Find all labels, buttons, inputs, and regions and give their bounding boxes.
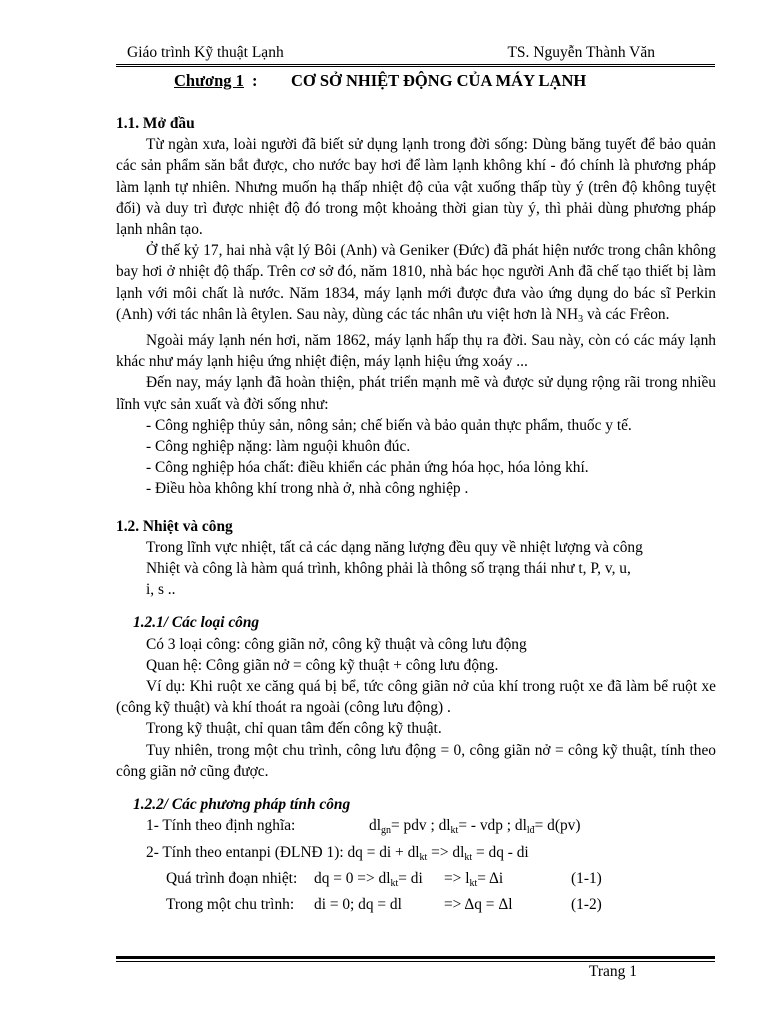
spacer	[116, 600, 716, 612]
list-item: - Công nghiệp hóa chất: điều khiển các phản ứng hóa học, hóa lỏng khí.	[146, 459, 589, 477]
paragraph: Ví dụ: Khi ruột xe căng quá bị bể, tức công giãn nở của khí trong ruột xe đã làm bể ruột xe (công kỹ thuật) và khí thoát ra ngoài (công lưu động) .	[116, 678, 716, 717]
text-line: Nhiệt và công là hàm quá trình, không phải là thông số trạng thái như t, P, v, u,	[146, 560, 631, 578]
header-rule	[116, 64, 715, 67]
paragraph: Đến nay, máy lạnh đã hoàn thiện, phát triển mạnh mẽ và được sử dụng rộng rãi trong nhiều lĩnh vực sản xuất và đời sống như:	[116, 374, 716, 413]
subscript: kt	[390, 877, 399, 889]
method-line	[116, 842, 716, 868]
paragraph: Ngoài máy lạnh nén hơi, năm 1862, máy lạnh hấp thụ ra đời. Sau này, còn có các máy lạnh khác như máy lạnh hiệu ứng nhiệt điện, máy lạnh hiệu ứng xoáy ...	[116, 332, 716, 371]
subscript: gn	[380, 825, 391, 837]
subsection-heading: 1.2.2/ Các phương pháp tính công	[133, 796, 351, 814]
text-line: i, s ..	[146, 581, 176, 599]
subscript: kt	[419, 851, 428, 863]
eq-part: 2- Tính theo entanpi (ĐLNĐ 1): dq = di + dl	[146, 843, 420, 861]
equation	[314, 868, 444, 894]
chapter-number: Chương 1	[174, 71, 244, 90]
equation-label: Trong một chu trình:	[166, 895, 295, 913]
header-author: TS. Nguyễn Thành Văn	[507, 44, 655, 61]
eq-part: dl	[369, 817, 381, 835]
equation-line	[116, 868, 716, 894]
subscript: 3	[578, 313, 584, 325]
spacer	[116, 782, 716, 794]
eq-part: = d(pv)	[534, 817, 581, 835]
section-heading: 1.1. Mở đầu	[116, 115, 195, 132]
text-line: Trong kỹ thuật, chỉ quan tâm đến công kỹ thuật.	[146, 720, 442, 738]
footer-rule-thin	[116, 961, 715, 962]
text-line: Trong lĩnh vực nhiệt, tất cả các dạng năng lượng đều quy về nhiệt lượng và công	[146, 538, 643, 556]
spacer	[116, 500, 716, 516]
subsection-heading: 1.2.1/ Các loại công	[133, 614, 260, 632]
subscript: kt	[450, 825, 459, 837]
text-line: Có 3 loại công: công giãn nở, công kỹ thuật và công lưu động	[146, 635, 527, 653]
equation-result	[444, 868, 571, 894]
equation: di = 0; dq = dl	[314, 895, 402, 913]
chapter-colon: :	[252, 71, 258, 90]
eq-part: => dl	[427, 843, 465, 861]
text: và các Frêon.	[583, 305, 670, 323]
footer-rule	[116, 956, 715, 959]
eq-part: => l	[444, 869, 470, 887]
list-item: - Công nghiệp nặng: làm nguội khuôn đúc.	[146, 438, 411, 456]
method-label: 1- Tính theo định nghĩa:	[146, 817, 296, 835]
equation-result: => Δq = Δl	[444, 895, 513, 913]
text-line: Quan hệ: Công giãn nở = công kỹ thuật + công lưu động.	[146, 656, 499, 674]
body-text	[116, 113, 716, 915]
section-heading: 1.2. Nhiệt và công	[116, 517, 233, 535]
text: Ở thế kỷ 17, hai nhà vật lý Bôi (Anh) và Geniker (Đức) đã phát hiện nước trong chân không bay hơi ở nhiệt độ thấp. Trên cơ sở đó, năm 1810, nhà bác học người Anh đã chế tạo thiết bị làm lạnh với môi chất là nước. Năm 1834, máy lạnh mới được đưa vào ứng dụng do bác sĩ Perkin (Anh) với tác nhân là êtylen. Sau này, dùng các tác nhân ưu việt hơn là NH	[116, 242, 716, 323]
subscript: kt	[469, 877, 478, 889]
header-book-title: Giáo trình Kỹ thuật Lạnh	[127, 44, 284, 61]
list-item: - Công nghiệp thủy sản, nông sản; chế biến và bảo quản thực phẩm, thuốc y tế.	[146, 416, 632, 434]
equation	[369, 815, 581, 841]
equation-line	[116, 894, 716, 915]
subscript: lđ	[526, 825, 535, 837]
equation-number: (1-2)	[571, 895, 602, 913]
paragraph: Tuy nhiên, trong một chu trình, công lưu động = 0, công giãn nở = công kỹ thuật, tính theo công giãn nở cũng được.	[116, 741, 716, 780]
equation-label: Quá trình đoạn nhiệt:	[166, 869, 298, 887]
subscript: kt	[464, 851, 473, 863]
paragraph	[116, 240, 716, 330]
eq-part: = Δi	[477, 869, 504, 887]
chapter-heading: CƠ SỞ NHIỆT ĐỘNG CỦA MÁY LẠNH	[291, 71, 587, 90]
equation-number: (1-1)	[571, 869, 602, 887]
list-item: - Điều hòa không khí trong nhà ở, nhà công nghiệp .	[146, 480, 469, 498]
method-line	[116, 815, 716, 841]
eq-part: dq = 0 => dl	[314, 869, 391, 887]
page-number: Trang 1	[588, 963, 637, 980]
eq-part: = dq - di	[472, 843, 529, 861]
eq-part: = - vdp ; dl	[458, 817, 527, 835]
paragraph: Từ ngàn xưa, loài người đã biết sử dụng lạnh trong đời sống: Dùng băng tuyết để bảo quản các sản phẩm săn bắt được, cho nước bay hơi để làm lạnh không khí - đó chính là phương pháp làm lạnh tự nhiên. Nhưng muốn hạ thấp nhiệt độ của vật xuống thấp tùy ý (trên độ không tuyệt đối) và duy trì được nhiệt độ đó trong một khoảng thời gian tùy ý, thì phải dùng phương pháp lạnh nhân tạo.	[116, 136, 716, 239]
eq-part: = di	[398, 869, 423, 887]
eq-part: = pdv ; dl	[390, 817, 451, 835]
